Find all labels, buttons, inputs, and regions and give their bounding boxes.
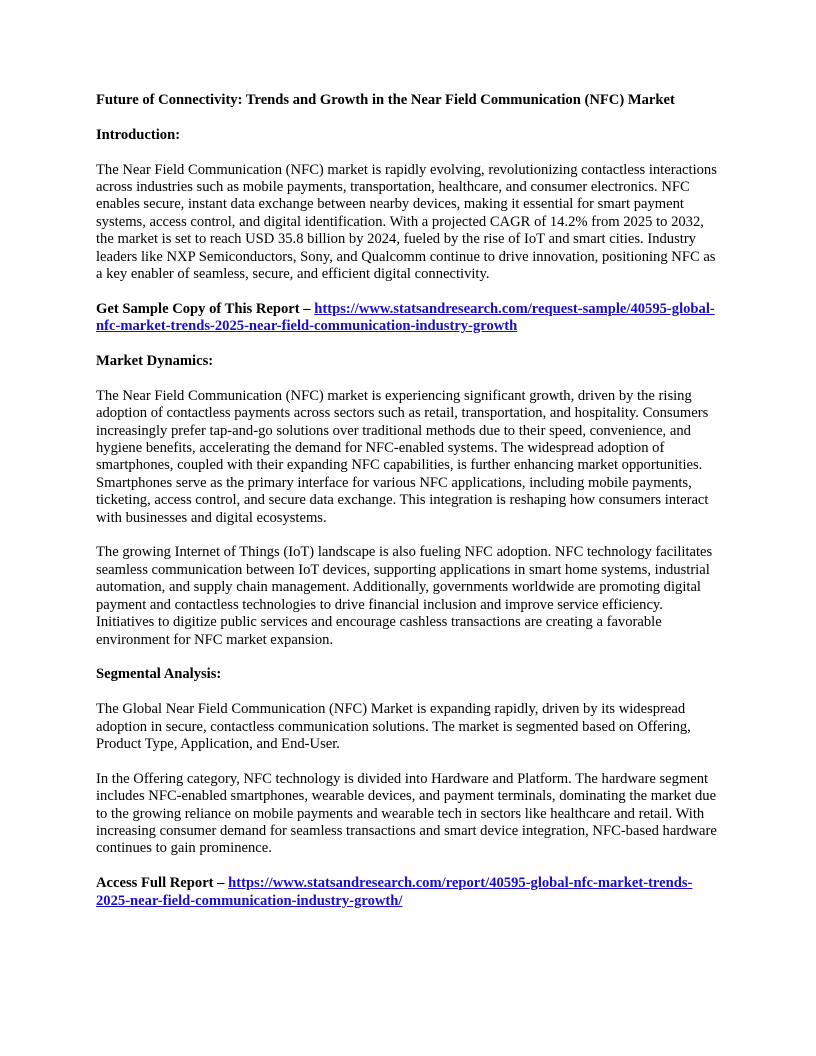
sample-report-link[interactable]: https://www.statsandresearch.com/request-sample/40595-global-nfc-market-trends-2025-near-field-communication-industry-growth <box>96 300 715 335</box>
market-dynamics-paragraph-1: The Near Field Communication (NFC) market is experiencing significant growth, driven by the rising adoption of contactless payments across sectors such as retail, transportation, and hospitality. Consumers increasingly prefer tap-and-go solutions over traditional methods due to their speed, convenience, and hygiene benefits, accelerating the demand for NFC-enabled systems. The widespread adoption of smartphones, coupled with their expanding NFC capabilities, is further enhancing market opportunities. Smartphones serve as the primary interface for various NFC applications, including mobile payments, ticketing, access control, and secure data exchange. This integration is reshaping how consumers interact with businesses and digital ecosystems. <box>96 387 709 526</box>
full-report-label: Access Full Report – <box>96 875 229 892</box>
market-dynamics-paragraph-2: The growing Internet of Things (IoT) landscape is also fueling NFC adoption. NFC technology facilitates seamless communication between IoT devices, supporting applications in smart home systems, industrial automation, and supply chain management. Additionally, governments worldwide are promoting digital payment and contactless technologies to drive financial inclusion and improve service efficiency. Initiatives to digitize public services and encourage cashless transactions are creating a favorable environment for NFC market expansion. <box>96 544 713 648</box>
market-dynamics-heading: Market Dynamics: <box>96 353 214 370</box>
intro-paragraph: The Near Field Communication (NFC) market is rapidly evolving, revolutionizing contactless interactions across industries such as mobile payments, transportation, healthcare, and consumer electronics. NFC enables secure, instant data exchange between nearby devices, making it essential for smart payment systems, access control, and digital identification. With a projected CAGR of 14.2% from 2025 to 2032, the market is set to reach USD 35.8 billion by 2024, fueled by the rise of IoT and smart cities. Industry leaders like NXP Semiconductors, Sony, and Qualcomm continue to drive innovation, positioning NFC as a key enabler of seamless, secure, and efficient digital connectivity. <box>96 161 717 283</box>
sample-report-line <box>96 301 721 336</box>
document-title: Future of Connectivity: Trends and Growth in the Near Field Communication (NFC) Market <box>96 92 675 108</box>
full-report-line <box>96 875 721 910</box>
segmental-paragraph-2: In the Offering category, NFC technology is divided into Hardware and Platform. The hardware segment includes NFC-enabled smartphones, wearable devices, and payment terminals, dominating the market due to the growing reliance on mobile payments and wearable tech in sectors like healthcare and retail. With increasing consumer demand for seamless transactions and smart device integration, NFC-based hardware continues to gain prominence. <box>96 770 717 857</box>
sample-report-label: Get Sample Copy of This Report – <box>96 300 315 317</box>
intro-heading: Introduction: <box>96 126 181 143</box>
segmental-paragraph-1: The Global Near Field Communication (NFC) Market is expanding rapidly, driven by its widespread adoption in secure, contactless communication solutions. The market is segmented based on Offering, Product Type, Application, and End-User. <box>96 701 691 752</box>
document-page <box>96 92 721 910</box>
full-report-link[interactable]: https://www.statsandresearch.com/report/40595-global-nfc-market-trends-2025-near-field-communication-industry-growth/ <box>96 875 693 909</box>
segmental-analysis-heading: Segmental Analysis: <box>96 666 222 683</box>
